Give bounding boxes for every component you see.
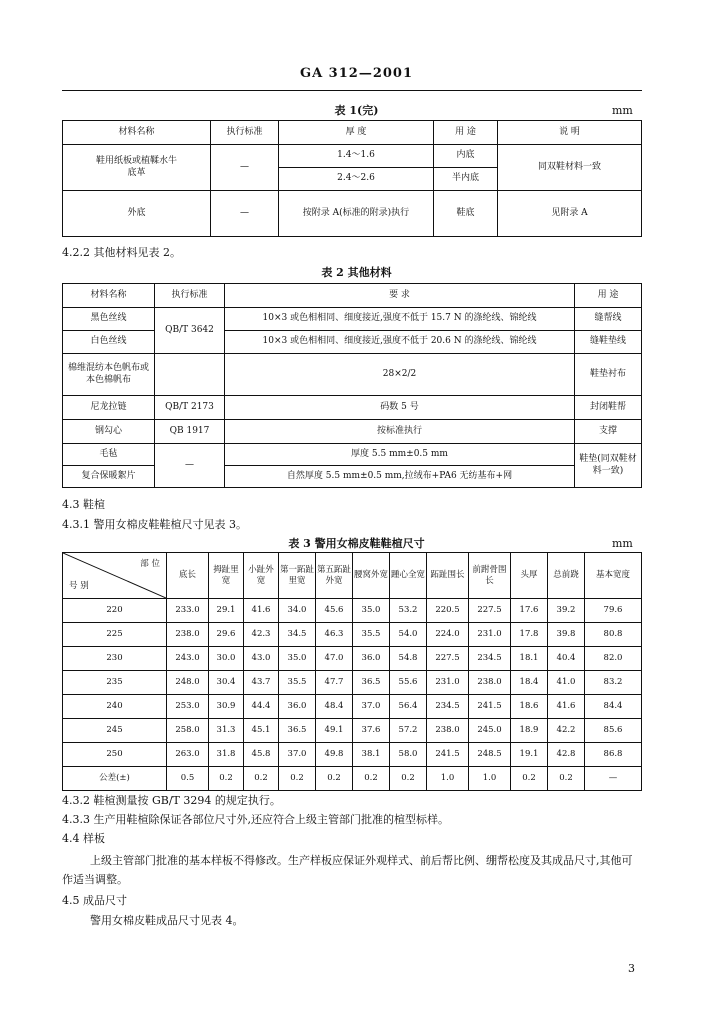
table2-header-row <box>63 284 642 308</box>
table1-cell: 半内底 <box>434 168 498 191</box>
standard-code-header: GA 312—2001 <box>299 66 414 81</box>
table3-cell: 234.5 <box>469 647 511 671</box>
section-4-3: 4.3 鞋楦 <box>62 498 105 511</box>
table2-cell: 按标准执行 <box>225 420 575 444</box>
table3-cell: 0.2 <box>511 767 548 791</box>
table3-cell: 0.2 <box>316 767 353 791</box>
paragraph-4-5: 警用女棉皮鞋成品尺寸见表 4。 <box>90 914 244 927</box>
table1-header: 用 途 <box>434 121 498 145</box>
table1-cell: 内底 <box>434 145 498 168</box>
table3-cell: 35.5 <box>353 623 390 647</box>
table2-cell: 自然厚度 5.5 mm±0.5 mm,拉绒布+PA6 无纺基布+网 <box>225 466 575 488</box>
table3-cell: 0.2 <box>353 767 390 791</box>
table2-cell: 棉维混纺本色帆布或本色棉帆布 <box>63 354 155 396</box>
table3-cell: 0.5 <box>167 767 209 791</box>
table2-header: 用 途 <box>575 284 642 308</box>
table3-cell: 0.2 <box>548 767 585 791</box>
table-row <box>63 420 642 444</box>
table3-cell: 82.0 <box>585 647 642 671</box>
table3-cell: 55.6 <box>390 671 427 695</box>
table3-cell: 83.2 <box>585 671 642 695</box>
table3-cell: 238.0 <box>167 623 209 647</box>
table1-header: 厚 度 <box>279 121 434 145</box>
table-row <box>63 396 642 420</box>
table3-cell: 41.6 <box>244 599 279 623</box>
table-row <box>63 647 642 671</box>
table3-cell: 57.2 <box>390 719 427 743</box>
table3-cell: 42.3 <box>244 623 279 647</box>
table2-cell: 10×3 或色相相同、细度接近,强度不低于 15.7 N 的涤纶线、锦纶线 <box>225 308 575 331</box>
section-4-5: 4.5 成品尺寸 <box>62 894 127 907</box>
table3-cell: 86.8 <box>585 743 642 767</box>
table1-header: 说 明 <box>498 121 642 145</box>
table3-cell: 29.1 <box>209 599 244 623</box>
section-4-4: 4.4 样板 <box>62 832 105 845</box>
table3-cell: 0.2 <box>279 767 316 791</box>
table3-header: 跖趾围长 <box>427 553 469 599</box>
table3-cell: 30.0 <box>209 647 244 671</box>
table3-cell: 54.0 <box>390 623 427 647</box>
table1-unit: mm <box>612 104 633 117</box>
table3-cell: 46.3 <box>316 623 353 647</box>
table3-row-label: 230 <box>63 647 167 671</box>
table2-cell: 码数 5 号 <box>225 396 575 420</box>
table3-cell: 1.0 <box>469 767 511 791</box>
table3-header: 第一跖趾里宽 <box>279 553 316 599</box>
table3-cell: 227.5 <box>469 599 511 623</box>
table3-cell: 54.8 <box>390 647 427 671</box>
table3-cell: 38.1 <box>353 743 390 767</box>
table3-cell: 238.0 <box>427 719 469 743</box>
table3-header: 前跗骨围长 <box>469 553 511 599</box>
table2-cell: 封闭鞋帮 <box>575 396 642 420</box>
table1-cell: 同双鞋材料一致 <box>498 145 642 191</box>
table3-row-label: 220 <box>63 599 167 623</box>
table1-cell: — <box>211 145 279 191</box>
table3-cell: 45.1 <box>244 719 279 743</box>
table-row <box>63 671 642 695</box>
table1-cell: 1.4～1.6 <box>279 145 434 168</box>
table3-row-label: 公差(±) <box>63 767 167 791</box>
table3-cell: 234.5 <box>427 695 469 719</box>
table3-cell: 241.5 <box>469 695 511 719</box>
table3-cell: 231.0 <box>469 623 511 647</box>
table3-cell: 49.8 <box>316 743 353 767</box>
table3-cell: 245.0 <box>469 719 511 743</box>
table2 <box>62 283 642 488</box>
table3-cell: 39.2 <box>548 599 585 623</box>
table2-cell: 28×2/2 <box>225 354 575 396</box>
table3-header: 第五跖趾外宽 <box>316 553 353 599</box>
section-4-3-1: 4.3.1 警用女棉皮鞋鞋楦尺寸见表 3。 <box>62 518 247 531</box>
table3-header: 小趾外宽 <box>244 553 279 599</box>
table1-header: 执行标准 <box>211 121 279 145</box>
table3-corner-top: 部 位 <box>140 559 160 569</box>
table3-caption: 表 3 警用女棉皮鞋鞋楦尺寸 <box>288 537 425 550</box>
table3-cell: 35.5 <box>279 671 316 695</box>
table3-row-label: 240 <box>63 695 167 719</box>
table3-cell: 18.6 <box>511 695 548 719</box>
table-row <box>63 599 642 623</box>
table-row <box>63 623 642 647</box>
table3-cell: 37.0 <box>279 743 316 767</box>
table3-cell: — <box>585 767 642 791</box>
table3-header: 头厚 <box>511 553 548 599</box>
table3-cell: 18.9 <box>511 719 548 743</box>
table-row <box>63 191 642 237</box>
table3-cell: 36.0 <box>353 647 390 671</box>
table3-cell: 34.0 <box>279 599 316 623</box>
table1-cell: 外底 <box>63 191 211 237</box>
table3-row-label: 245 <box>63 719 167 743</box>
table3-cell: 47.7 <box>316 671 353 695</box>
table3-cell: 36.5 <box>279 719 316 743</box>
table3-cell: 1.0 <box>427 767 469 791</box>
table3-cell: 30.4 <box>209 671 244 695</box>
table2-cell: QB 1917 <box>155 420 225 444</box>
table2-header: 要 求 <box>225 284 575 308</box>
table2-cell: 白色丝线 <box>63 331 155 354</box>
table3-cell: 34.5 <box>279 623 316 647</box>
table3-cell: 37.6 <box>353 719 390 743</box>
table3-header: 踵心全宽 <box>390 553 427 599</box>
table3-corner-bottom: 号 别 <box>69 581 89 592</box>
table3-row-label: 235 <box>63 671 167 695</box>
table2-cell: QB/T 3642 <box>155 308 225 354</box>
table3-unit: mm <box>612 537 633 550</box>
table-row <box>63 767 642 791</box>
table3-cell: 49.1 <box>316 719 353 743</box>
table3-cell: 47.0 <box>316 647 353 671</box>
table2-cell: 鞋垫(同双鞋材料一致) <box>575 444 642 488</box>
table3-header-row <box>63 553 642 599</box>
table3-cell: 43.7 <box>244 671 279 695</box>
table-row <box>63 695 642 719</box>
section-4-3-2: 4.3.2 鞋楦测量按 GB/T 3294 的规定执行。 <box>62 794 281 807</box>
table3-cell: 248.0 <box>167 671 209 695</box>
table1-header: 材料名称 <box>63 121 211 145</box>
table3-cell: 18.4 <box>511 671 548 695</box>
table3-cell: 40.4 <box>548 647 585 671</box>
table3-cell: 44.4 <box>244 695 279 719</box>
table3-cell: 41.0 <box>548 671 585 695</box>
table3-cell: 45.8 <box>244 743 279 767</box>
table2-cell: 缝帮线 <box>575 308 642 331</box>
table2-cell: 10×3 或色相相同、细度接近,强度不低于 20.6 N 的涤纶线、锦纶线 <box>225 331 575 354</box>
table3-cell: 79.6 <box>585 599 642 623</box>
table1-cell: 鞋用纸板或植鞣水牛底革 <box>63 145 211 191</box>
table2-cell <box>155 354 225 396</box>
table3-cell: 84.4 <box>585 695 642 719</box>
table3-body <box>63 599 642 791</box>
table3-cell: 233.0 <box>167 599 209 623</box>
header-rule <box>62 90 642 91</box>
table2-header: 执行标准 <box>155 284 225 308</box>
page-number: 3 <box>628 962 635 975</box>
table-row <box>63 145 642 168</box>
table2-cell: — <box>155 444 225 488</box>
table2-cell: 支撑 <box>575 420 642 444</box>
table3-cell: 258.0 <box>167 719 209 743</box>
table3-cell: 36.5 <box>353 671 390 695</box>
table3-cell: 53.2 <box>390 599 427 623</box>
table3-cell: 31.8 <box>209 743 244 767</box>
table3-cell: 231.0 <box>427 671 469 695</box>
table3-cell: 17.8 <box>511 623 548 647</box>
table3-cell: 85.6 <box>585 719 642 743</box>
table2-cell: 缝鞋垫线 <box>575 331 642 354</box>
table-row <box>63 444 642 466</box>
table1-cell: — <box>211 191 279 237</box>
table2-caption: 表 2 其他材料 <box>321 266 392 279</box>
table2-cell: 鞋垫衬布 <box>575 354 642 396</box>
table-row <box>63 719 642 743</box>
table2-cell: 黑色丝线 <box>63 308 155 331</box>
table3-cell: 39.8 <box>548 623 585 647</box>
table2-cell: 钢勾心 <box>63 420 155 444</box>
table3-cell: 36.0 <box>279 695 316 719</box>
table2-header: 材料名称 <box>63 284 155 308</box>
table3-cell: 0.2 <box>390 767 427 791</box>
table-row <box>63 466 642 488</box>
table-row <box>63 354 642 396</box>
table3-cell: 42.2 <box>548 719 585 743</box>
table3-cell: 224.0 <box>427 623 469 647</box>
table3-cell: 58.0 <box>390 743 427 767</box>
section-4-3-3: 4.3.3 生产用鞋楦除保证各部位尺寸外,还应符合上级主管部门批准的楦型标样。 <box>62 813 449 826</box>
table2-cell: 复合保暖絮片 <box>63 466 155 488</box>
table1-cell: 2.4～2.6 <box>279 168 434 191</box>
table1-cell: 按附录 A(标准的附录)执行 <box>279 191 434 237</box>
table1-caption: 表 1(完) <box>334 104 379 117</box>
table3-cell: 253.0 <box>167 695 209 719</box>
table3-cell: 18.1 <box>511 647 548 671</box>
table2-cell: 厚度 5.5 mm±0.5 mm <box>225 444 575 466</box>
table3-cell: 17.6 <box>511 599 548 623</box>
table-row <box>63 743 642 767</box>
table1-cell: 鞋底 <box>434 191 498 237</box>
table1-cell: 见附录 A <box>498 191 642 237</box>
table3-cell: 41.6 <box>548 695 585 719</box>
table3-cell: 0.2 <box>209 767 244 791</box>
table3-cell: 227.5 <box>427 647 469 671</box>
table3-cell: 37.0 <box>353 695 390 719</box>
table3-cell: 42.8 <box>548 743 585 767</box>
table3-header: 腰窝外宽 <box>353 553 390 599</box>
table3-cell: 238.0 <box>469 671 511 695</box>
table3-cell: 48.4 <box>316 695 353 719</box>
table3-row-label: 250 <box>63 743 167 767</box>
table3-cell: 80.8 <box>585 623 642 647</box>
table3-corner-cell <box>63 553 167 599</box>
table3-cell: 30.9 <box>209 695 244 719</box>
table3-cell: 241.5 <box>427 743 469 767</box>
table3-row-label: 225 <box>63 623 167 647</box>
table3-cell: 19.1 <box>511 743 548 767</box>
paragraph-4-4: 上级主管部门批准的基本样板不得修改。生产样板应保证外观样式、前后帮比例、绷帮松度及其成品尺寸,其他可作适当调整。 <box>62 854 633 886</box>
table3-cell: 29.6 <box>209 623 244 647</box>
table3-cell: 31.3 <box>209 719 244 743</box>
table3-cell: 263.0 <box>167 743 209 767</box>
section-4-2-2: 4.2.2 其他材料见表 2。 <box>62 246 181 259</box>
table3-cell: 43.0 <box>244 647 279 671</box>
table-row <box>63 308 642 331</box>
table3-cell: 56.4 <box>390 695 427 719</box>
table2-cell: QB/T 2173 <box>155 396 225 420</box>
table3-cell: 35.0 <box>353 599 390 623</box>
table3-cell: 0.2 <box>244 767 279 791</box>
table3-header: 总前跷 <box>548 553 585 599</box>
table1 <box>62 120 642 237</box>
table2-cell: 毛毡 <box>63 444 155 466</box>
table3-cell: 35.0 <box>279 647 316 671</box>
table3-cell: 45.6 <box>316 599 353 623</box>
table-row <box>63 331 642 354</box>
table3 <box>62 552 642 791</box>
table2-cell: 尼龙拉链 <box>63 396 155 420</box>
table3-cell: 248.5 <box>469 743 511 767</box>
table3-header: 拇趾里宽 <box>209 553 244 599</box>
table1-header-row <box>63 121 642 145</box>
table3-header: 基本宽度 <box>585 553 642 599</box>
table3-header: 底长 <box>167 553 209 599</box>
table3-cell: 243.0 <box>167 647 209 671</box>
table3-cell: 220.5 <box>427 599 469 623</box>
